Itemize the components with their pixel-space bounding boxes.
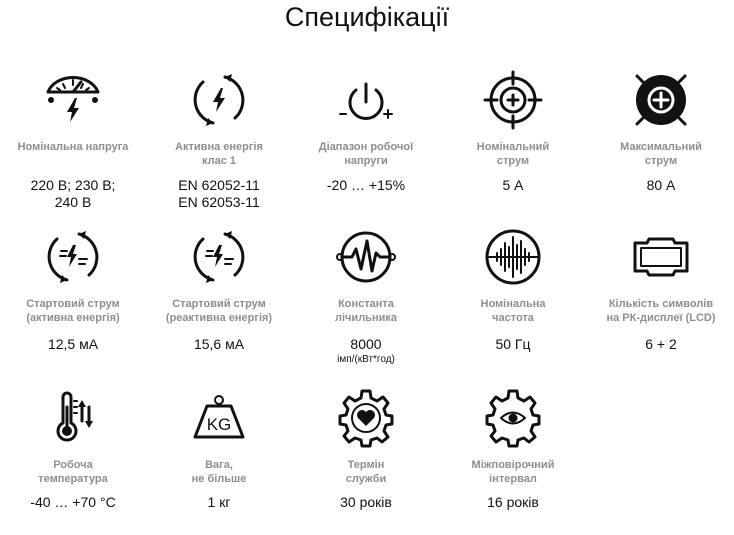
spec-lcd-symbols: [588, 225, 734, 352]
thermometer-icon: [41, 385, 105, 449]
spec-label: Міжповірочний інтервал: [471, 459, 555, 485]
spec-label: Стартовий струм (реактивна енергія): [165, 298, 273, 324]
start-current-active-icon: [41, 225, 105, 289]
spec-label: Константа лічильника: [335, 298, 397, 324]
spec-value: 50 Гц: [495, 336, 531, 352]
spec-label: Номінальна напруга: [17, 141, 129, 153]
spec-value: EN 62052-11 EN 62053-11: [178, 177, 260, 210]
spec-start-current-active: [0, 225, 146, 352]
spec-value: -20 … +15%: [326, 177, 406, 193]
spec-start-current-reactive: [146, 225, 292, 352]
spec-label: Робоча температура: [38, 459, 108, 485]
spec-value: 8000: [350, 336, 382, 352]
start-current-reactive-icon: [187, 225, 251, 289]
crosshair-plus-icon: [481, 68, 545, 132]
spec-value: 30 років: [340, 494, 392, 510]
spec-operating-temperature: [0, 385, 146, 510]
spec-value: -40 … +70 °C: [30, 494, 116, 510]
spec-max-current: [588, 68, 734, 193]
spec-value: 15,6 мА: [193, 336, 245, 352]
spec-label: Вага, не більше: [191, 459, 247, 485]
spec-meter-constant: [293, 225, 439, 365]
spec-weight: [146, 385, 292, 510]
energy-cycle-icon: [187, 68, 251, 132]
gear-eye-icon: [481, 385, 545, 449]
spec-label: Активна енергія клас 1: [175, 141, 263, 167]
gear-heart-icon: [334, 385, 398, 449]
spec-label: Номінальна частота: [480, 298, 546, 324]
voltage-gauge-icon: [41, 68, 105, 132]
spec-nominal-frequency: [440, 225, 586, 352]
spec-value: 16 років: [487, 494, 539, 510]
spec-label: Стартовий струм (активна енергія): [26, 298, 120, 324]
spec-unit: імп/(кВт*год): [337, 354, 395, 365]
spec-calibration-interval: [440, 385, 586, 510]
spec-value: 5 А: [502, 177, 524, 193]
lcd-display-icon: [629, 225, 693, 289]
spec-value: 220 В; 230 В; 240 В: [30, 177, 116, 210]
spec-label: Кількість символів на РК-дисплеї (LCD): [606, 298, 716, 324]
frequency-icon: [481, 225, 545, 289]
weight-kg-icon: [187, 385, 251, 449]
spec-value: 1 кг: [207, 494, 231, 510]
spec-nominal-current: [440, 68, 586, 193]
spec-service-life: [293, 385, 439, 510]
spec-value: 80 А: [646, 177, 676, 193]
weight-icon-text: KG: [206, 415, 232, 434]
page-title: Специфікації: [284, 2, 450, 32]
spec-nominal-voltage: [0, 68, 146, 210]
spec-label: Діапазон робочої напруги: [318, 141, 414, 167]
spec-value: 6 + 2: [645, 336, 677, 352]
spec-label: Номінальний струм: [476, 141, 550, 167]
spec-active-energy-class: [146, 68, 292, 210]
pulse-constant-icon: [334, 225, 398, 289]
spec-label: Максимальний струм: [620, 141, 702, 167]
spec-label: Термін служби: [345, 459, 387, 485]
spec-value: 12,5 мА: [47, 336, 99, 352]
power-range-icon: [334, 68, 398, 132]
max-current-icon: [629, 68, 693, 132]
spec-operating-voltage-range: [293, 68, 439, 193]
